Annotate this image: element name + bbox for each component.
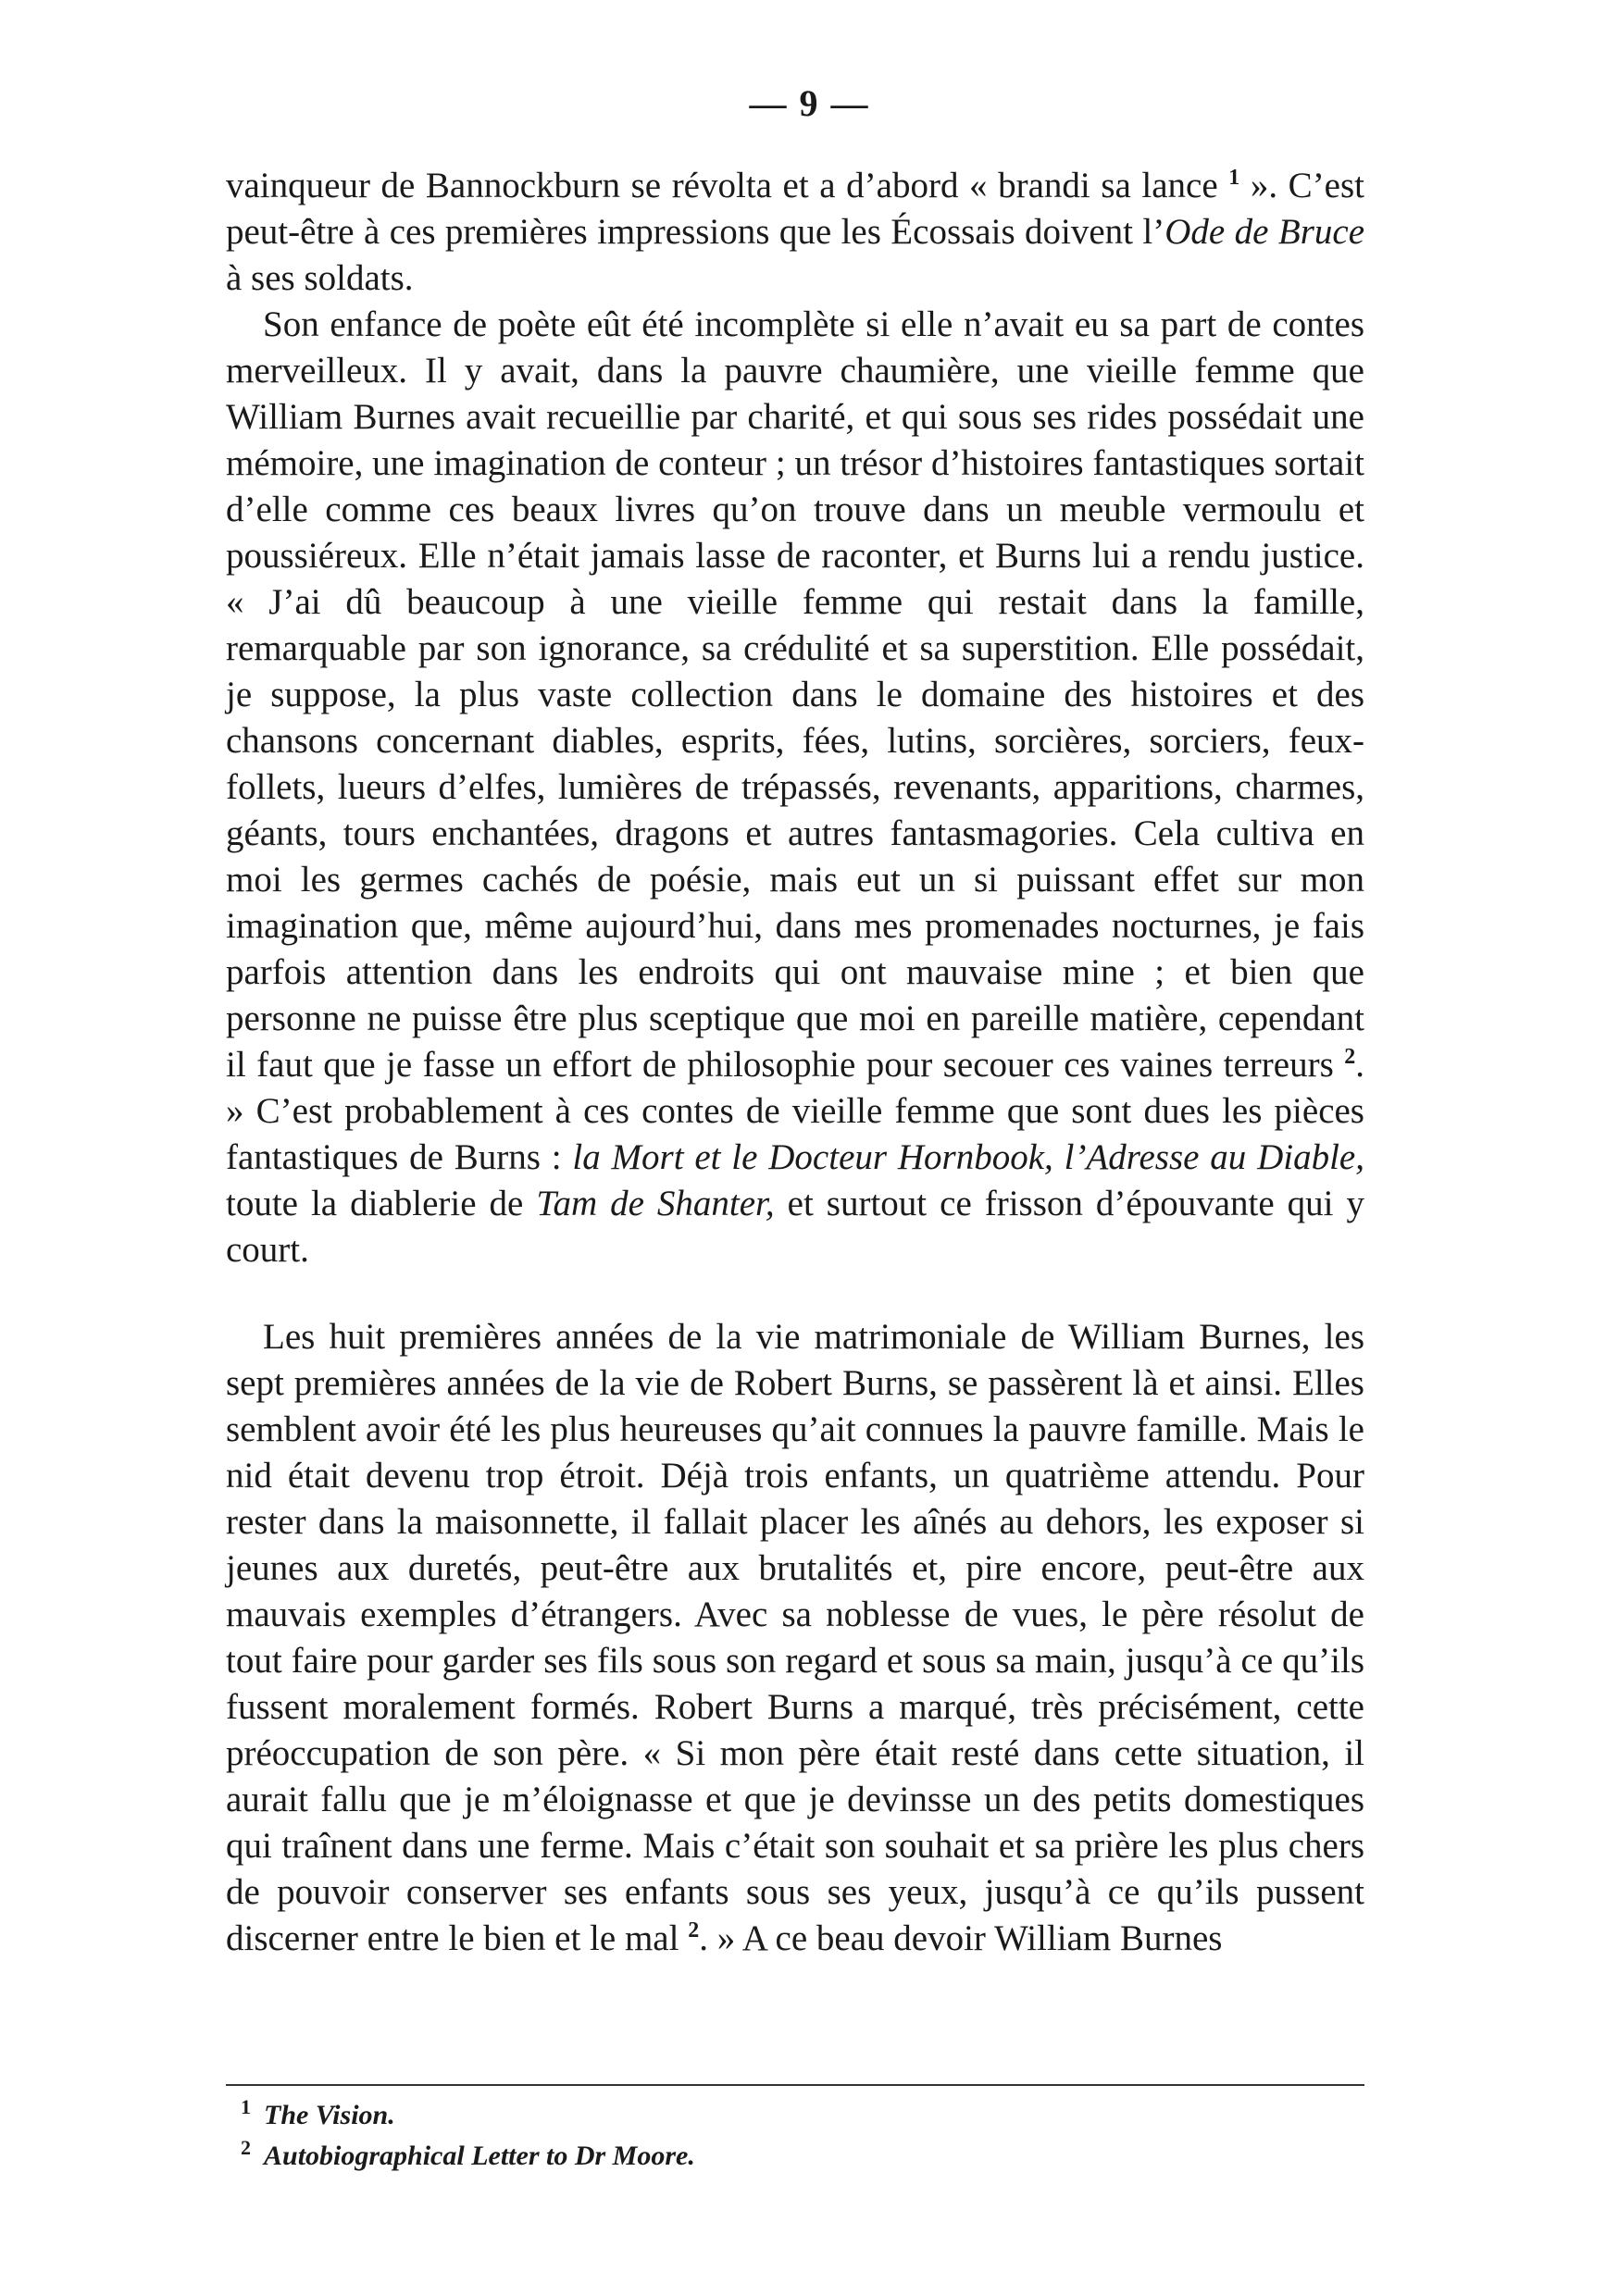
text-run: Son enfance de poète eût été incomplète si elle n’avait eu sa part de contes merveilleux. Il y avait, dans la pauvre chaumière, une vieille femme que William Burnes avait recueillie par charité, et qui sous ses rides possédait une mémoire, une imagination de conteur ; un trésor d’histoires fantastiques sortait d’elle comme ces beaux livres qu’on trouve dans un meuble vermoulu et poussiéreux. Elle n’était jamais lasse de raconter, et Burns lui a rendu justice. « J’ai dû beaucoup à une vieille femme qui restait dans la famille, remarquable par son ignorance, sa crédulité et sa superstition. Elle possédait, je suppose, la plus vaste collection dans le domaine des histoires et des chansons concernant diables, esprits, fées, lutins, sorcières, sorciers, feux-follets, lueurs d’elfes, lumières de trépassés, revenants, apparitions, charmes, géants, tours enchantées, dragons et autres fantasmagories. Cela cultiva en moi les germes cachés de poésie, mais eut un si puissant effet sur mon imagination que, même aujourd’hui, dans mes promenades nocturnes, je fais parfois attention dans les endroits qui ont mauvaise mine ; et bien que personne ne puisse être plus sceptique que moi en pareille matière, cependant il faut que je fasse un effort de philosophie pour secouer ces vaines terreurs — [226, 304, 1364, 1085]
body-text — [226, 163, 1364, 1962]
paragraph-3 — [226, 1314, 1364, 1962]
text-run: . » A ce beau devoir William Burnes — [699, 1918, 1223, 1958]
italic-title: la Mort et le Docteur Hornbook, l’Adresse au Diable, — [572, 1137, 1364, 1177]
footnote-divider — [226, 2084, 1364, 2086]
footnote-reference: 2 — [1344, 1045, 1356, 1069]
text-run: et surtout ce frisson d’épouvante qui y court. — [226, 1184, 1364, 1270]
footnote-reference: 2 — [688, 1918, 700, 1942]
text-run: . » C’est probablement à ces contes de vieille femme que sont dues les pièces fantastiques de Burns : — [226, 1045, 1364, 1177]
footnote-2 — [241, 2136, 1351, 2177]
page-number: — 9 — — [749, 82, 870, 124]
footnote-text: Autobiographical Letter to Dr Moore. — [264, 2141, 695, 2171]
paragraph-2 — [226, 302, 1364, 1273]
footnote-number: 2 — [241, 2136, 251, 2159]
paragraph-1 — [226, 163, 1364, 302]
italic-title: Ode de Bruce — [1164, 212, 1365, 252]
text-run: vainqueur de Bannockburn se révolta et a d’abord « brandi sa lance — [226, 166, 1229, 205]
footnotes — [241, 2095, 1351, 2177]
footnote-text: The Vision. — [264, 2100, 395, 2130]
text-run: Les huit premières années de la vie matrimoniale de William Burnes, les sept premières années de la vie de Robert Burns, se passèrent là et ainsi. Elles semblent avoir été les plus heureuses qu’ait connues la pauvre famille. Mais le nid était devenu trop étroit. Déjà trois enfants, un quatrième attendu. Pour rester dans la maisonnette, il fallait placer les aînés au dehors, les exposer si jeunes aux duretés, peut-être aux brutalités et, pire encore, peut-être aux mauvais exemples d’étrangers. Avec sa noblesse de vues, le père résolut de tout faire pour garder ses fils sous son regard et sous sa main, jusqu’à ce qu’ils fussent moralement formés. Robert Burns a marqué, très précisément, cette préoccupation de son père. « Si mon père était resté dans cette situation, il aurait fallu que je m’éloignasse et que je devinsse un des petits domestiques qui traînent dans une ferme. Mais c’était son souhait et sa prière les plus chers de pouvoir conserver ses enfants sous ses yeux, jusqu’à ce qu’ils pussent discerner entre le bien et le mal — [226, 1317, 1364, 1958]
italic-title: Tam de Shanter, — [536, 1184, 775, 1223]
footnote-1 — [241, 2095, 1351, 2136]
text-run: toute la diablerie de — [226, 1184, 537, 1223]
text-run: à ses soldats. — [226, 258, 414, 298]
footnote-number: 1 — [241, 2095, 251, 2118]
text-run: ». C’est peut-être à ces premières impressions que les Écossais doivent l’ — [226, 166, 1365, 252]
footnote-reference: 1 — [1228, 166, 1240, 190]
